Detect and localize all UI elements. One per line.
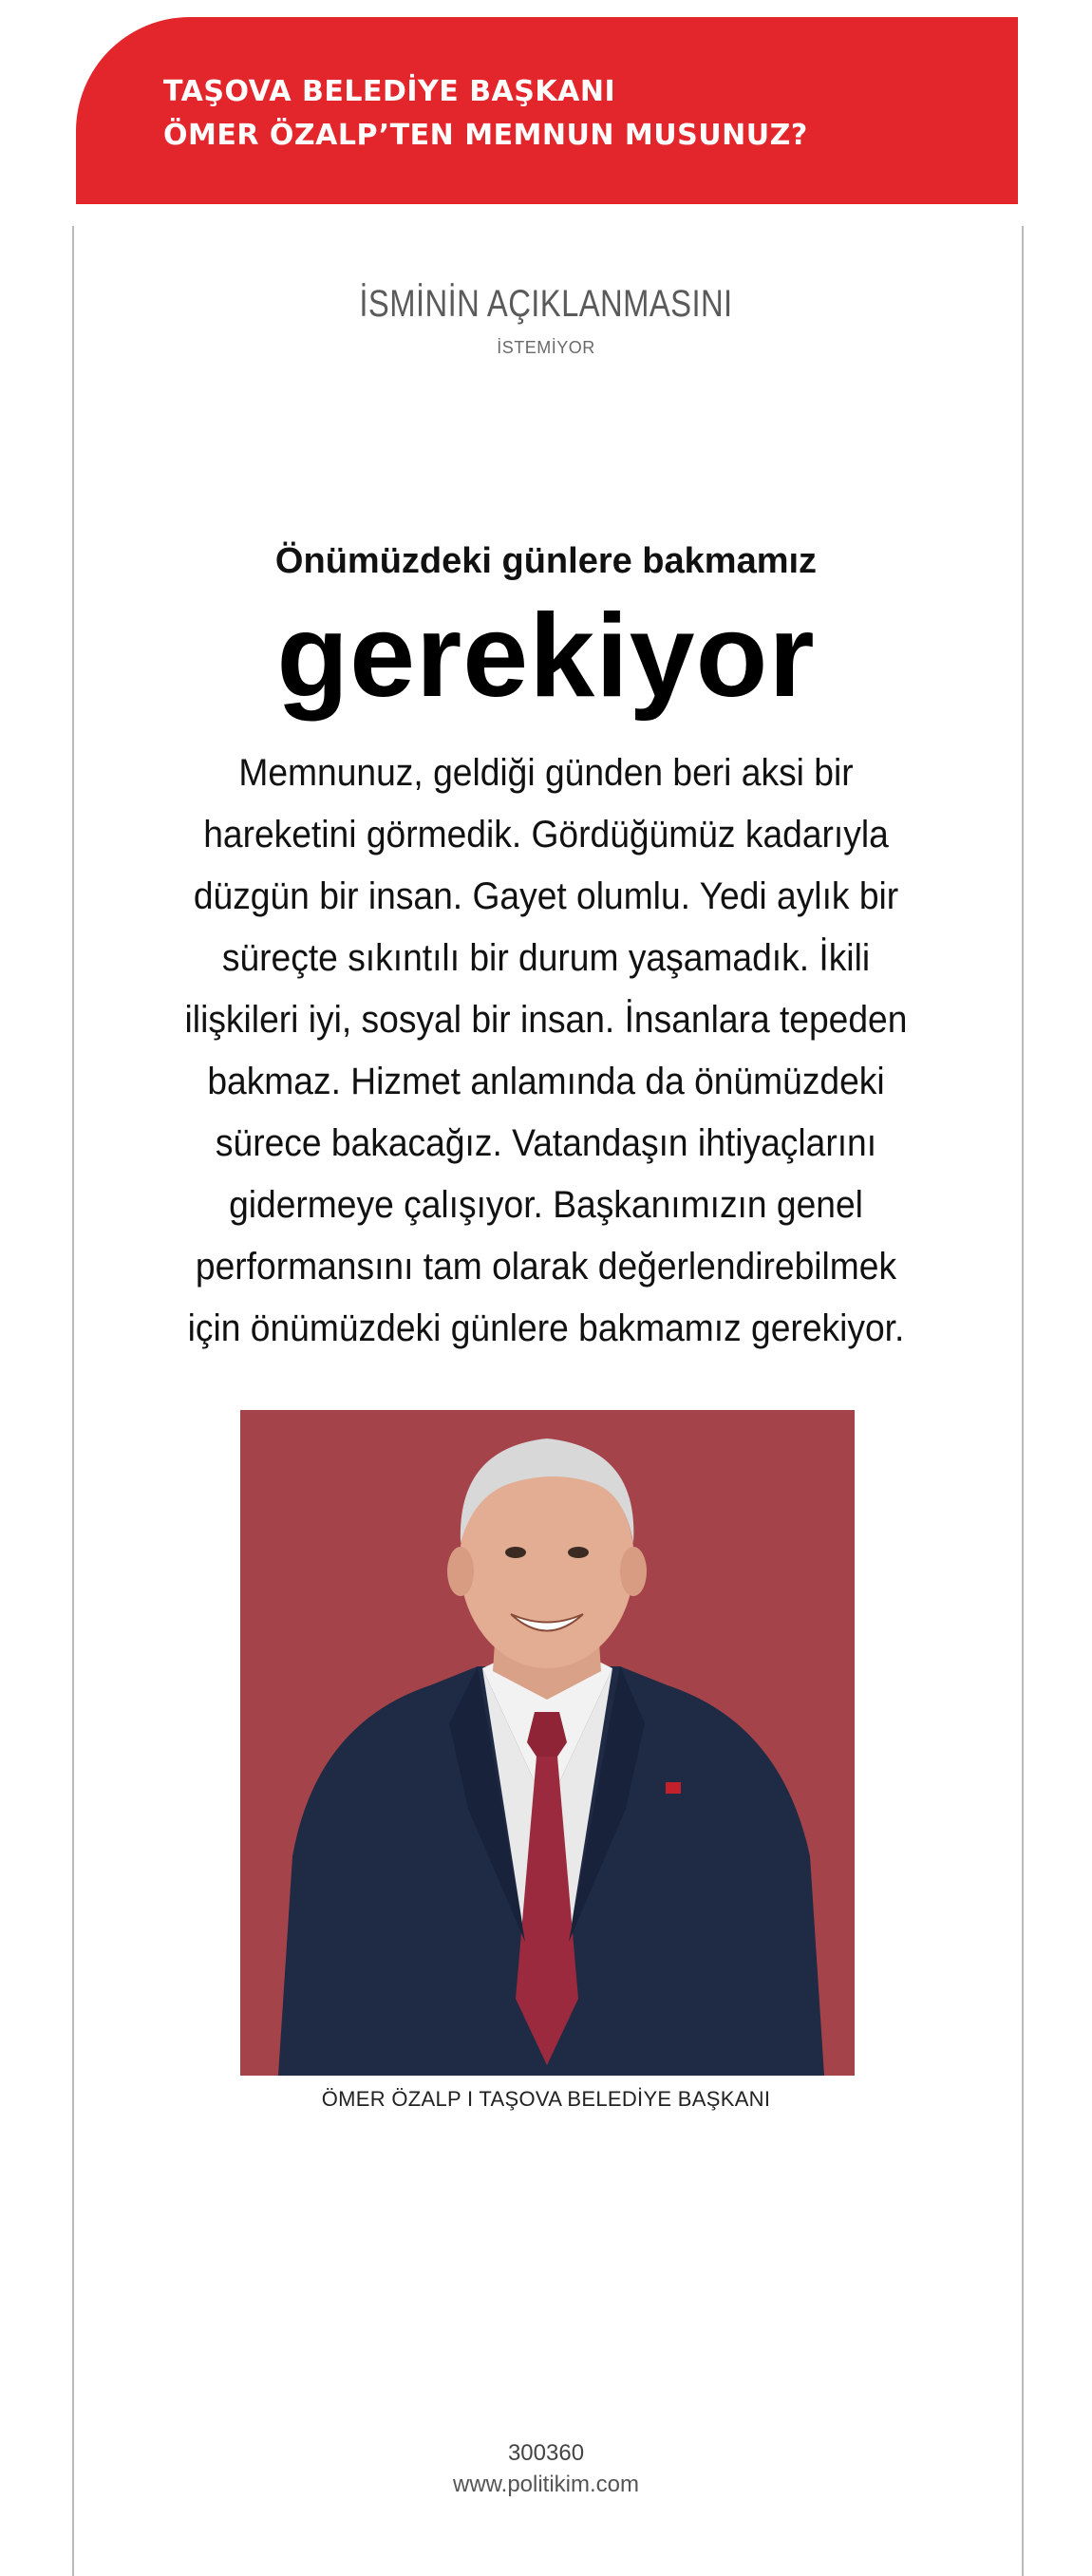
footer-url: www.politikim.com	[452, 2472, 640, 2497]
header-line-1: TAŞOVA BELEDİYE BAŞKANI	[163, 75, 616, 108]
portrait-photo	[240, 1410, 855, 2076]
photo-caption: ÖMER ÖZALP I TAŞOVA BELEDİYE BAŞKANI	[321, 2087, 771, 2111]
header-line-2: ÖMER ÖZALP’TEN MEMNUN MUSUNUZ?	[163, 119, 808, 152]
article-headline: gerekiyor	[276, 591, 816, 722]
header-banner	[76, 17, 1018, 204]
portrait-illustration	[240, 1410, 855, 2076]
source-subtitle: İSTEMİYOR	[497, 338, 595, 357]
source-name: İSMİNİN AÇIKLANMASINI	[359, 283, 733, 325]
article-body: Memnunuz, geldiği günden beri aksi bir hareketini görmedik. Gördüğümüz kadarıyla düzgün bir insan. Gayet olumlu. Yedi aylık bir süreçte sıkıntılı bir durum yaşamadık. İkili ilişkileri iyi, sosyal bir insan. İnsanlara tepeden bakmaz. Hizmet anlamında da önümüzdeki sürece bakacağız. Vatandaşın ihtiyaçlarını gidermeye çalışıyor. Başkanımızın genel performansını tam olarak değerlendirebilmek için önümüzdeki günlere bakmamız gerekiyor.	[184, 752, 908, 1349]
footer-code: 300360	[507, 2440, 585, 2466]
article-kicker: Önümüzdeki günlere bakmamız	[274, 541, 818, 581]
